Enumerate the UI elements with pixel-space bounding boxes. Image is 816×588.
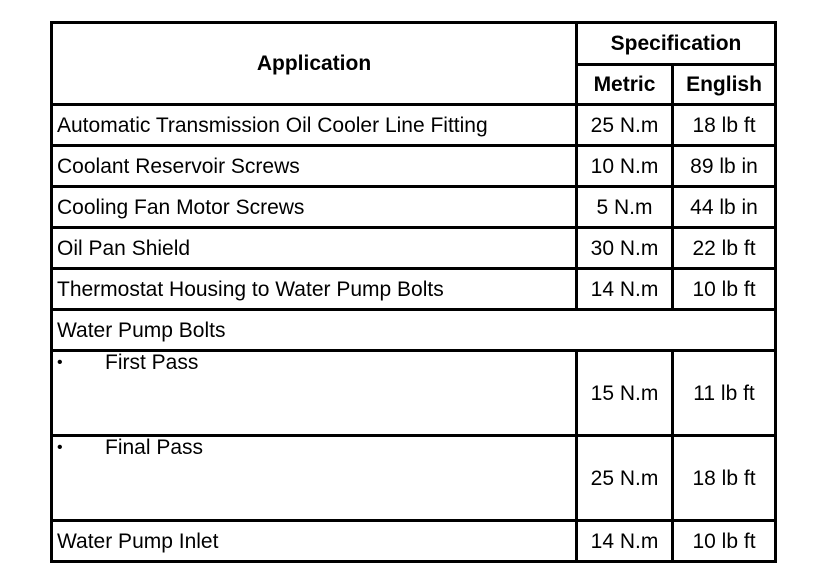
application-cell: Thermostat Housing to Water Pump Bolts	[52, 269, 577, 310]
application-cell: Oil Pan Shield	[52, 228, 577, 269]
metric-cell: 25 N.m	[577, 105, 673, 146]
application-cell: Water Pump Inlet	[52, 521, 577, 562]
table-row	[52, 269, 776, 310]
table-row	[52, 228, 776, 269]
english-cell: 10 lb ft	[673, 269, 776, 310]
bullet-icon: •	[57, 354, 63, 371]
english-cell: 18 lb ft	[673, 436, 776, 521]
application-cell: Coolant Reservoir Screws	[52, 146, 577, 187]
group-title-cell: Water Pump Bolts	[52, 310, 776, 351]
metric-header: Metric	[577, 65, 673, 105]
table-row	[52, 187, 776, 228]
table-row	[52, 436, 776, 521]
table-row	[52, 521, 776, 562]
english-cell: 18 lb ft	[673, 105, 776, 146]
english-cell: 10 lb ft	[673, 521, 776, 562]
sub-item-label: First Pass	[105, 351, 199, 374]
group-title-row	[52, 310, 776, 351]
metric-cell: 5 N.m	[577, 187, 673, 228]
english-cell: 89 lb in	[673, 146, 776, 187]
metric-cell: 30 N.m	[577, 228, 673, 269]
torque-specification-table	[50, 21, 777, 563]
header-row	[52, 23, 776, 65]
application-cell: Cooling Fan Motor Screws	[52, 187, 577, 228]
sub-item-cell	[52, 436, 577, 521]
bullet-icon: •	[57, 439, 63, 456]
table-row	[52, 105, 776, 146]
metric-cell: 25 N.m	[577, 436, 673, 521]
metric-cell: 14 N.m	[577, 269, 673, 310]
english-cell: 22 lb ft	[673, 228, 776, 269]
sub-item-cell	[52, 351, 577, 436]
sub-item-label: Final Pass	[105, 436, 204, 459]
english-header: English	[673, 65, 776, 105]
english-cell: 11 lb ft	[673, 351, 776, 436]
english-cell: 44 lb in	[673, 187, 776, 228]
specification-header: Specification	[577, 23, 776, 65]
table-row	[52, 351, 776, 436]
metric-cell: 10 N.m	[577, 146, 673, 187]
table-row	[52, 146, 776, 187]
metric-cell: 15 N.m	[577, 351, 673, 436]
application-cell: Automatic Transmission Oil Cooler Line Fitting	[52, 105, 577, 146]
application-header: Application	[52, 23, 577, 105]
metric-cell: 14 N.m	[577, 521, 673, 562]
